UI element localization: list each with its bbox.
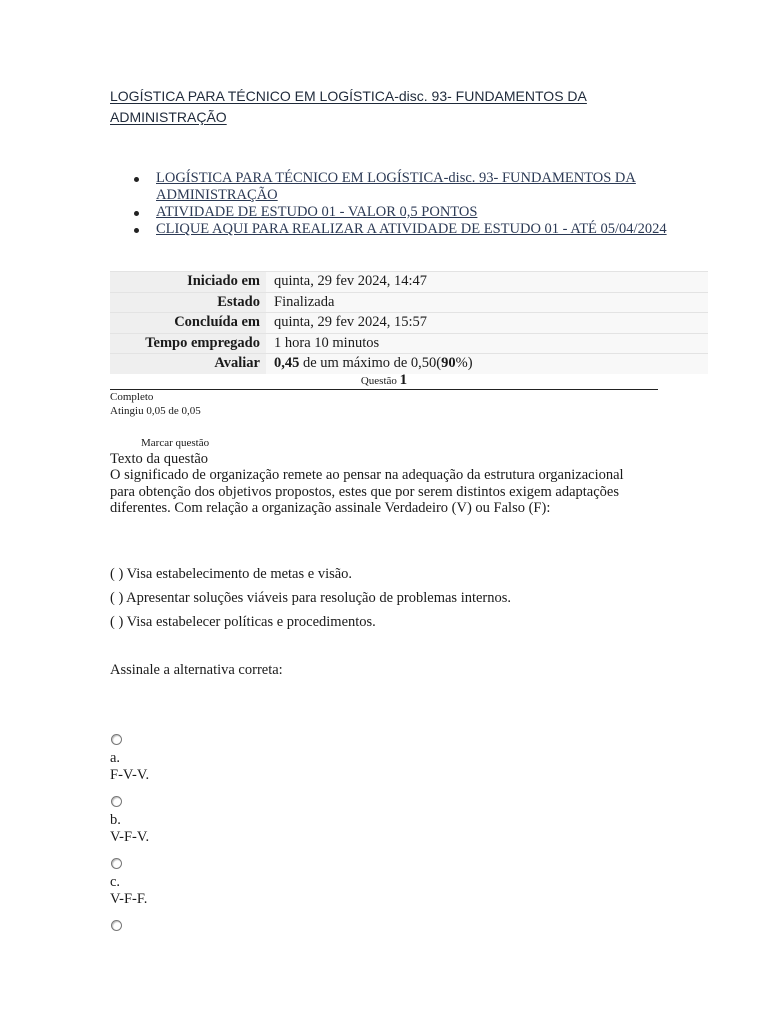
time-value: 1 hora 10 minutos — [266, 333, 708, 354]
breadcrumb — [110, 170, 670, 238]
summary-row-time — [110, 333, 708, 354]
instruction-text: Assinale a alternativa correta: — [110, 662, 283, 678]
question-status: Completo — [110, 391, 154, 403]
question-points: Atingiu 0,05 de 0,05 — [110, 405, 201, 417]
question-prompt: O significado de organização remete ao pensar na adequação da estrutura organizacional para obtenção dos objetivos propostos, estes que por serem distintos exigem adaptações diferentes. Com relação a organização assinale Verdadeiro (V) ou Falso (F): — [110, 467, 624, 516]
statement-3: ( ) Visa estabelecer políticas e procedimentos. — [110, 614, 376, 630]
flag-question-link[interactable]: Marcar questão — [141, 437, 210, 449]
option-b-radio[interactable] — [111, 796, 122, 807]
option-a-text: F-V-V. — [110, 767, 150, 783]
summary-row-grade — [110, 354, 708, 374]
started-label: Iniciado em — [110, 272, 266, 293]
completed-label: Concluída em — [110, 313, 266, 334]
breadcrumb-link-quiz[interactable]: CLIQUE AQUI PARA REALIZAR A ATIVIDADE DE ESTUDO 01 - ATÉ 05/04/2024 — [156, 221, 667, 237]
document-title[interactable]: LOGÍSTICA PARA TÉCNICO EM LOGÍSTICA-disc. 93- FUNDAMENTOS DA ADMINISTRAÇÃO — [110, 88, 587, 125]
option-c-letter: c. — [110, 874, 121, 890]
grade-max-text: de um máximo de 0,50( — [299, 355, 442, 372]
option-a-letter: a. — [110, 750, 121, 766]
breadcrumb-item — [110, 221, 670, 238]
grade-label: Avaliar — [110, 354, 266, 374]
option-c-radio[interactable] — [111, 858, 122, 869]
grade-percent: 90 — [441, 355, 456, 372]
option-d-radio[interactable] — [111, 920, 122, 931]
option-b-text: V-F-V. — [110, 829, 150, 845]
breadcrumb-link-activity[interactable]: ATIVIDADE DE ESTUDO 01 - VALOR 0,5 PONTOS — [156, 204, 478, 220]
grade-score: 0,45 — [274, 355, 300, 372]
question-number: 1 — [399, 372, 408, 388]
option-b-letter: b. — [110, 812, 121, 828]
statement-2: ( ) Apresentar soluções viáveis para resolução de problemas internos. — [110, 590, 512, 606]
summary-row-completed — [110, 313, 708, 334]
grade-value — [266, 354, 708, 374]
question-label: Questão — [360, 375, 397, 387]
option-a-radio[interactable] — [111, 734, 122, 745]
breadcrumb-item — [110, 204, 670, 221]
breadcrumb-item — [110, 170, 670, 204]
breadcrumb-link-course[interactable]: LOGÍSTICA PARA TÉCNICO EM LOGÍSTICA-disc. 93- FUNDAMENTOS DA ADMINISTRAÇÃO — [156, 170, 636, 203]
time-label: Tempo empregado — [110, 333, 266, 354]
option-c-text: V-F-F. — [110, 891, 148, 907]
grade-end-text: %) — [455, 355, 473, 372]
completed-value: quinta, 29 fev 2024, 15:57 — [266, 313, 708, 334]
state-label: Estado — [110, 292, 266, 313]
statement-1: ( ) Visa estabelecimento de metas e visão. — [110, 566, 353, 582]
question-header — [110, 372, 658, 390]
attempt-summary-table — [110, 271, 708, 374]
summary-row-started — [110, 272, 708, 293]
question-text-label: Texto da questão — [110, 451, 209, 467]
summary-row-state — [110, 292, 708, 313]
started-value: quinta, 29 fev 2024, 14:47 — [266, 272, 708, 293]
state-value: Finalizada — [266, 292, 708, 313]
